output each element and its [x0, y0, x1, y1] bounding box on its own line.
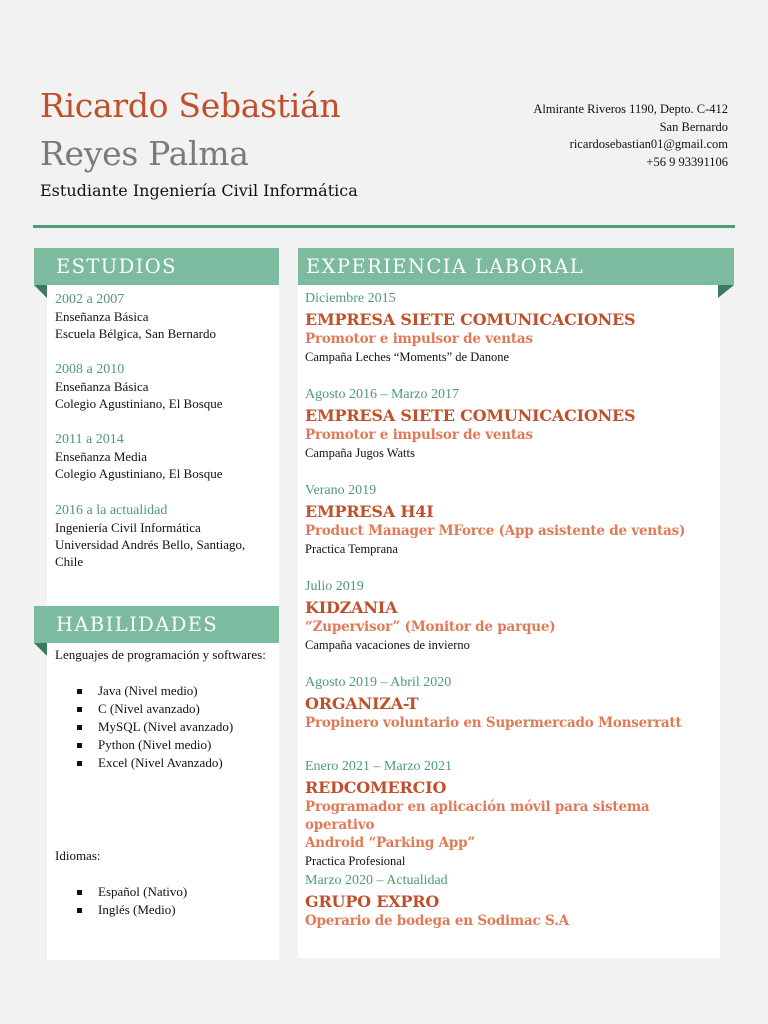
experience-item [305, 674, 715, 732]
experience-role: Promotor e impulsor de ventas [305, 427, 533, 443]
experience-role: “Zupervisor” (Monitor de parque) [305, 619, 556, 635]
contact-city: San Bernardo [659, 119, 728, 134]
experience-item [305, 482, 715, 558]
last-name: Reyes Palma [40, 134, 249, 173]
first-name: Ricardo Sebastián [40, 86, 341, 125]
experience-desc: Campaña Jugos Watts [305, 446, 415, 460]
estudio-date: 2016 a la actualidad [55, 503, 168, 518]
experience-date: Marzo 2020 – Actualidad [305, 873, 448, 888]
skill-item: C (Nivel avanzado) [73, 700, 270, 718]
experience-company: EMPRESA SIETE COMUNICACIONES [305, 406, 636, 425]
estudio-school: Escuela Bélgica, San Bernardo [55, 326, 216, 341]
estudios-heading: ESTUDIOS [34, 248, 279, 285]
experience-date: Agosto 2019 – Abril 2020 [305, 675, 452, 690]
experiencia-fold [718, 285, 734, 298]
estudio-level: Enseñanza Media [55, 449, 148, 464]
experience-company: ORGANIZA-T [305, 694, 419, 713]
experience-item [305, 872, 715, 930]
estudio-level: Enseñanza Básica [55, 379, 149, 394]
experience-date: Enero 2021 – Marzo 2021 [305, 759, 452, 774]
experiencia-heading: EXPERIENCIA LABORAL [298, 248, 734, 285]
contact-address: Almirante Riveros 1190, Depto. C-412 [533, 102, 728, 116]
habilidades-fold [34, 643, 47, 656]
experience-company: EMPRESA SIETE COMUNICACIONES [305, 310, 636, 329]
experience-company: GRUPO EXPRO [305, 892, 440, 911]
estudio-school: Colegio Agustiniano, El Bosque [55, 396, 223, 411]
experience-role: Promotor e impulsor de ventas [305, 331, 533, 347]
estudio-item [55, 361, 275, 412]
contact-email[interactable]: ricardosebastian01@gmail.com [569, 137, 728, 151]
skills-list [73, 682, 270, 772]
experience-desc: Campaña Leches “Moments” de Danone [305, 350, 510, 364]
header-divider [33, 225, 735, 228]
language-item: Inglés (Medio) [73, 901, 270, 919]
estudio-item [55, 431, 275, 482]
experience-item [305, 758, 715, 870]
experience-role: Product Manager MForce (App asistente de ventas) [305, 523, 686, 539]
experience-item [305, 290, 715, 366]
experience-date: Diciembre 2015 [305, 291, 396, 306]
experience-role: Operario de bodega en Sodimac S.A [305, 913, 569, 929]
contact-block [533, 101, 728, 171]
estudio-level: Enseñanza Básica [55, 309, 149, 324]
estudios-fold [34, 285, 47, 298]
experience-date: Verano 2019 [305, 483, 377, 498]
estudio-date: 2002 a 2007 [55, 292, 125, 307]
languages-label: Idiomas: [55, 848, 101, 863]
estudio-school-country: Chile [55, 554, 84, 569]
experience-desc: Practica Temprana [305, 542, 398, 556]
habilidades-heading: HABILIDADES [34, 606, 279, 643]
experience-item [305, 386, 715, 462]
estudio-school: Colegio Agustiniano, El Bosque [55, 466, 223, 481]
skill-item: Python (Nivel medio) [73, 736, 270, 754]
profession-title: Estudiante Ingeniería Civil Informática [40, 181, 358, 200]
estudio-item [55, 502, 275, 570]
experience-date: Agosto 2016 – Marzo 2017 [305, 387, 459, 402]
experience-item [305, 578, 715, 654]
experience-desc: Practica Profesional [305, 854, 406, 868]
estudio-date: 2008 a 2010 [55, 362, 125, 377]
languages-list [73, 883, 270, 919]
estudio-level: Ingeniería Civil Informática [55, 520, 201, 535]
experience-company: KIDZANIA [305, 598, 398, 617]
experience-role: Programador en aplicación móvil para sistema operativo [305, 799, 650, 833]
skill-item: MySQL (Nivel avanzado) [73, 718, 270, 736]
language-item: Español (Nativo) [73, 883, 270, 901]
skill-item: Excel (Nivel Avanzado) [73, 754, 270, 772]
experience-desc: Campaña vacaciones de invierno [305, 638, 470, 652]
languages-block [55, 847, 270, 919]
experience-role-continued: Android “Parking App” [305, 835, 475, 851]
estudio-date: 2011 a 2014 [55, 432, 124, 447]
experience-role: Propinero voluntario en Supermercado Monserratt [305, 715, 682, 731]
skills-intro: Lenguajes de programación y softwares: [55, 647, 266, 662]
experience-company: REDCOMERCIO [305, 778, 447, 797]
skill-item: Java (Nivel medio) [73, 682, 270, 700]
contact-phone: +56 9 93391106 [646, 154, 728, 169]
estudio-school: Universidad Andrés Bello, Santiago, [55, 537, 246, 552]
skills-block [55, 646, 270, 772]
estudio-item [55, 291, 275, 342]
experience-company: EMPRESA H4I [305, 502, 434, 521]
experience-date: Julio 2019 [305, 579, 364, 594]
